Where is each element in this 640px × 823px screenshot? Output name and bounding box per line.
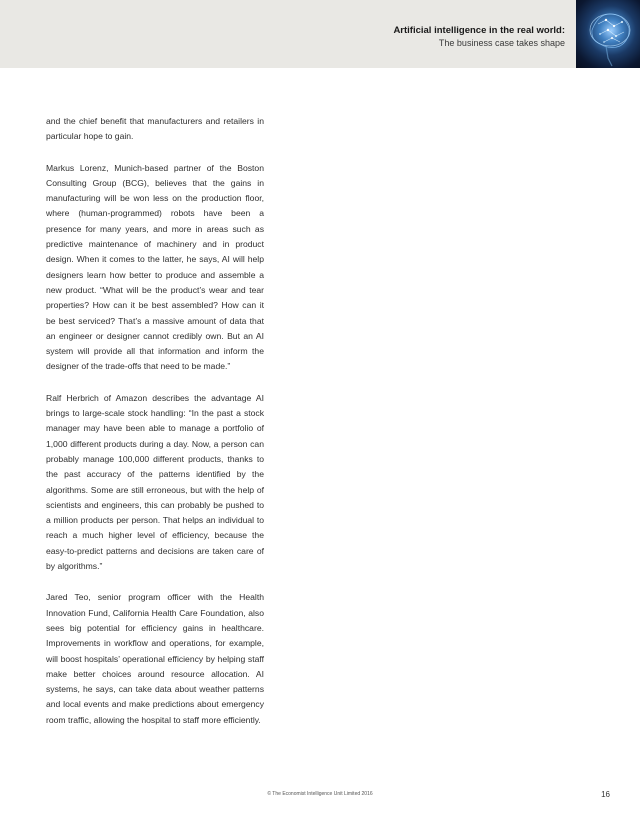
brain-network-icon	[576, 0, 640, 68]
paragraph: Jared Teo, senior program officer with the Health Innovation Fund, California Health Care Foundation, also sees big potential for efficiency gains in healthcare. Improvements in workflow and operations, for example, will boost hospitals’ operational efficiency by helping staff make better choices around resource allocation. AI systems, he says, can take data about weather patterns and local events and make predictions about emergency room traffic, allowing the hospital to staff more efficiently.	[46, 592, 264, 725]
header-band	[0, 0, 640, 68]
paragraph: Markus Lorenz, Munich-based partner of the Boston Consulting Group (BCG), believes that the gains in manufacturing will be won less on the production floor, where (human-programmed) robots have been a presence for many years, and more in areas such as predictive maintenance of machinery and in product design. When it comes to the latter, he says, AI will help designers learn how better to produce and assemble a new product. “What will be the product’s wear and tear properties? How can it be best assembled? How can it be best serviced? That’s a massive amount of data that an engineer or designer cannot credibly own. But an AI system will provide all that information and inform the designer of the trade-offs that need to be made.”	[46, 162, 264, 372]
report-title: Artificial intelligence in the real world:	[393, 25, 565, 36]
header-text	[393, 24, 565, 49]
paragraph: and the chief benefit that manufacturers and retailers in particular hope to gain.	[46, 116, 264, 142]
brain-network-graphic	[576, 0, 640, 68]
article-body	[46, 114, 264, 744]
report-subtitle: The business case takes shape	[438, 38, 565, 48]
paragraph: Ralf Herbrich of Amazon describes the advantage AI brings to large-scale stock handling: “In the past a stock manager may have been able to manage a portfolio of 1,000 different products during a day. Now, a person can probably manage 100,000 different products, thanks to the past accuracy of the patterns identified by the algorithms. Some are still erroneous, but with the help of scientists and engineers, this can probably be pushed to a million products per person. That helps an individual to reach a much higher level of efficiency, because the easy-to-predict patterns and decisions are taken care of by algorithms.”	[46, 392, 264, 572]
footer-copyright: © The Economist Intelligence Unit Limited 2016	[267, 791, 373, 797]
page-number: 16	[601, 790, 610, 799]
